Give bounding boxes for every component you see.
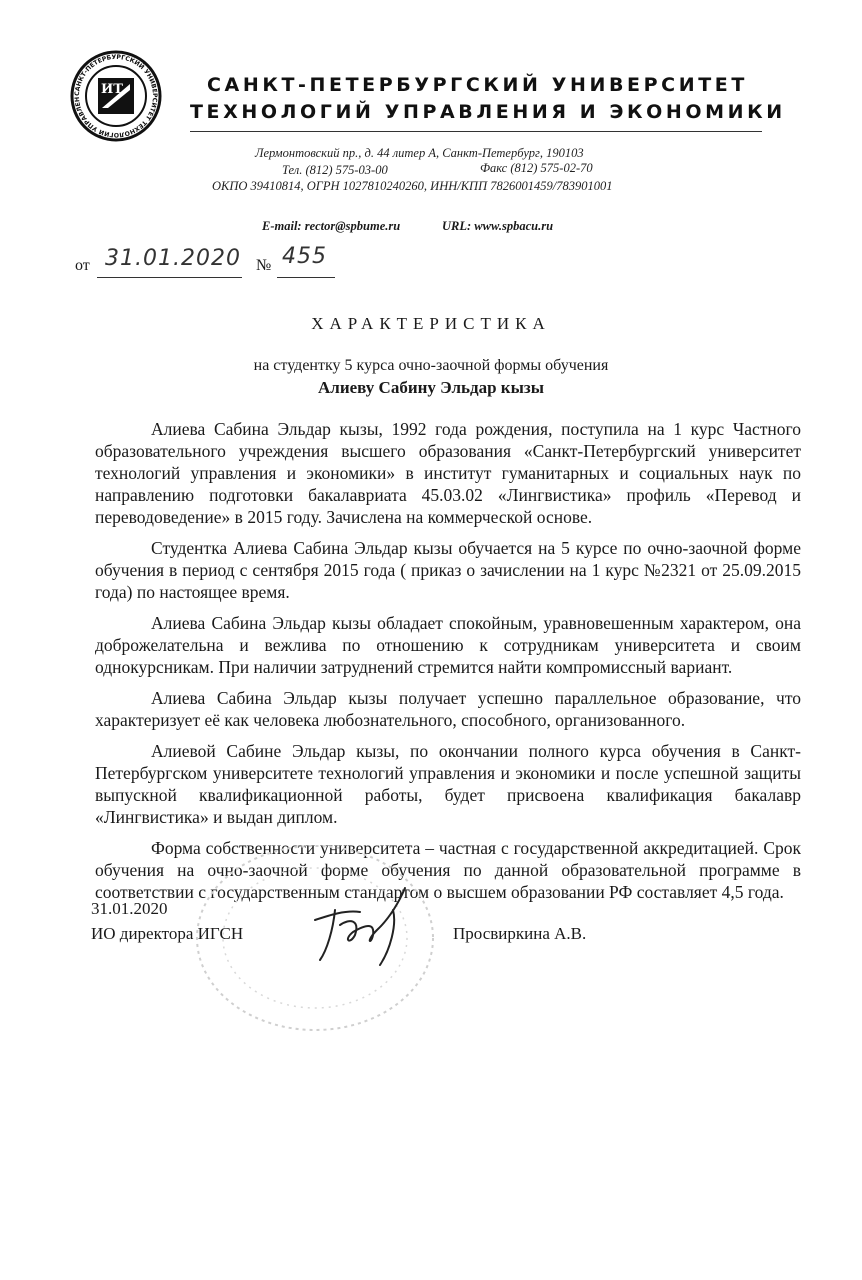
registry-text: ОКПО 39410814, ОГРН 1027810240260, ИНН/КПП 7826001459/783901001 [212, 179, 613, 193]
university-name-line1: САНКТ-ПЕТЕРБУРГСКИЙ УНИВЕРСИТЕТ [207, 74, 748, 96]
handwritten-date: 31.01.2020 [105, 246, 241, 271]
signatory-name: Просвиркина А.В. [453, 924, 587, 943]
document-subtitle: на студентку 5 курса очно-заочной формы обучения [253, 357, 609, 374]
logo-letters: ИТ [101, 82, 123, 97]
document-title: ХАРАКТЕРИСТИКА [311, 314, 551, 333]
signatory-role: ИО директора ИГСН [91, 924, 244, 943]
paragraph: Алиевой Сабине Эльдар кызы, по окончании полного курса обучения в Санкт-Петербургском университете технологий управления и экономики и после успешной защиты выпускной квалификационной работы, будет присвоена квалификация бакалавр «Лингвистика» и выдан диплом. [95, 741, 801, 827]
fax-text: Факс (812) 575-02-70 [480, 161, 593, 175]
from-label: от [75, 257, 90, 274]
university-name-line2: ТЕХНОЛОГИЙ УПРАВЛЕНИЯ И ЭКОНОМИКИ [190, 101, 786, 123]
handwritten-signature-icon [305, 880, 420, 970]
paragraph: Алиева Сабина Эльдар кызы обладает спокойным, уравновешенным характером, она доброжелательна и вежлива по отношению к сотрудникам университета и своим однокурсникам. При наличии затруднений стремится найти компромиссный вариант. [95, 613, 801, 677]
paragraph: Форма собственности университета – частная с государственной аккредитацией. Срок обучения на очно-заочной форме обучения по данной образовательной программе в соответствии с государственным стандартом о высшем образовании РФ составляет 4,5 года. [95, 838, 801, 902]
number-underline [277, 277, 335, 278]
email-text: E-mail: rector@spbume.ru [262, 219, 401, 233]
university-emblem-icon [70, 50, 162, 142]
paragraph: Алиева Сабина Эльдар кызы получает успешно параллельное образование, что характеризует её как человека любознательного, способного, организованного. [95, 688, 801, 730]
signature-date: 31.01.2020 [91, 899, 168, 918]
address-text: Лермонтовский пр., д. 44 литер А, Санкт-Петербург, 190103 [255, 146, 584, 160]
handwritten-number: 455 [282, 244, 327, 269]
date-underline [97, 277, 242, 278]
phone-text: Тел. (812) 575-03-00 [282, 163, 388, 177]
number-label: № [256, 257, 272, 274]
student-name: Алиеву Сабину Эльдар кызы [318, 378, 544, 397]
paragraph: Студентка Алиева Сабина Эльдар кызы обучается на 5 курсе по очно-заочной форме обучения в период с сентября 2015 года ( приказ о зачислении на 1 курс №2321 от 25.09.2015 года) по настоящее время. [95, 538, 801, 602]
paragraph: Алиева Сабина Эльдар кызы, 1992 года рождения, поступила на 1 курс Частного образовательного учреждения высшего образования «Санкт-Петербургский университет технологий управления и экономики» в институт гуманитарных и социальных наук по направлению подготовки бакалавриата 45.03.02 «Лингвистика» профиль «Перевод и переводоведение» в 2015 году. Зачислена на коммерческой основе. [95, 419, 801, 527]
header-divider [190, 131, 762, 132]
logo-ring-text: САНКТ-ПЕТЕРБУРГСКИЙ УНИВЕРСИТЕТ ТЕХНОЛОГИЙ УПРАВЛЕН [73, 53, 159, 139]
url-text: URL: www.spbacu.ru [442, 219, 554, 233]
